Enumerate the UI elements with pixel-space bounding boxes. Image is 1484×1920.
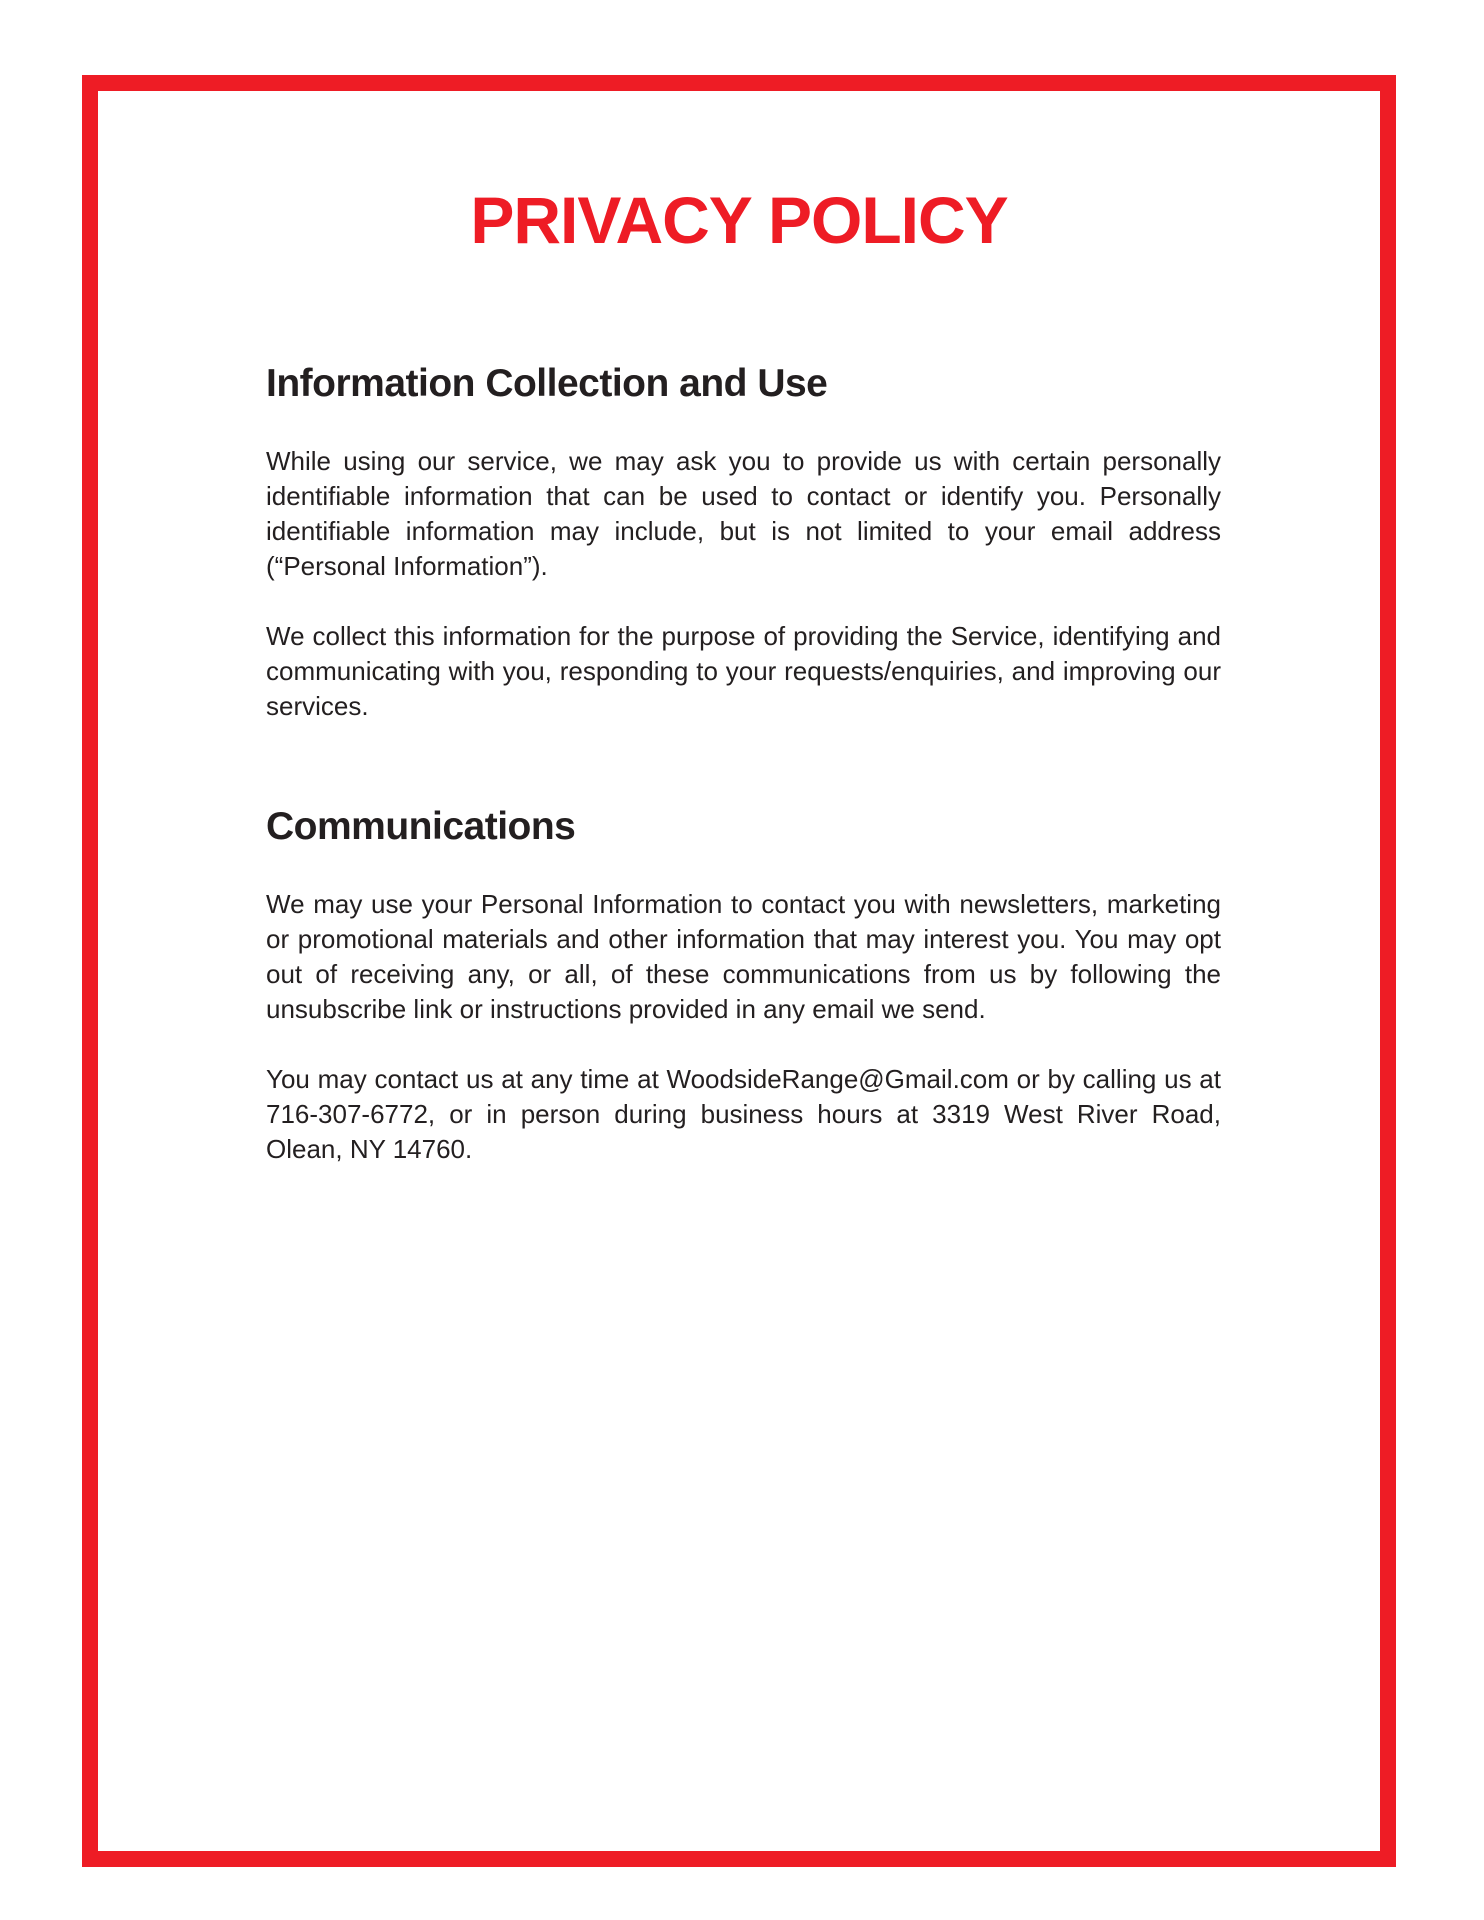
section-heading-information-collection: Information Collection and Use bbox=[266, 362, 828, 405]
section-paragraph: We collect this information for the purpose of providing the Service, identifying and communicating with you, responding to your requests/enquiries, and improving our services. bbox=[266, 620, 1221, 721]
policy-content bbox=[266, 361, 1221, 1167]
section-paragraph: While using our service, we may ask you to provide us with certain personally identifiable information that can be used to contact or identify you. Personally identifiable information may include, but is not limited to your email address (“Personal Information”). bbox=[266, 445, 1221, 581]
section-paragraph: We may use your Personal Information to contact you with newsletters, marketing or promotional materials and other information that may interest you. You may opt out of receiving any, or all, of these communications from us by following the unsubscribe link or instructions provided in any email we send. bbox=[266, 888, 1221, 1024]
page-title: PRIVACY POLICY bbox=[470, 183, 1008, 257]
section-heading-communications: Communications bbox=[266, 804, 576, 848]
contact-paragraph: You may contact us at any time at WoodsideRange@Gmail.com or by calling us at 716-307-6772, or in person during business hours at 3319 West River Road, Olean, NY 14760. bbox=[266, 1063, 1221, 1164]
red-border-frame bbox=[82, 75, 1396, 1867]
